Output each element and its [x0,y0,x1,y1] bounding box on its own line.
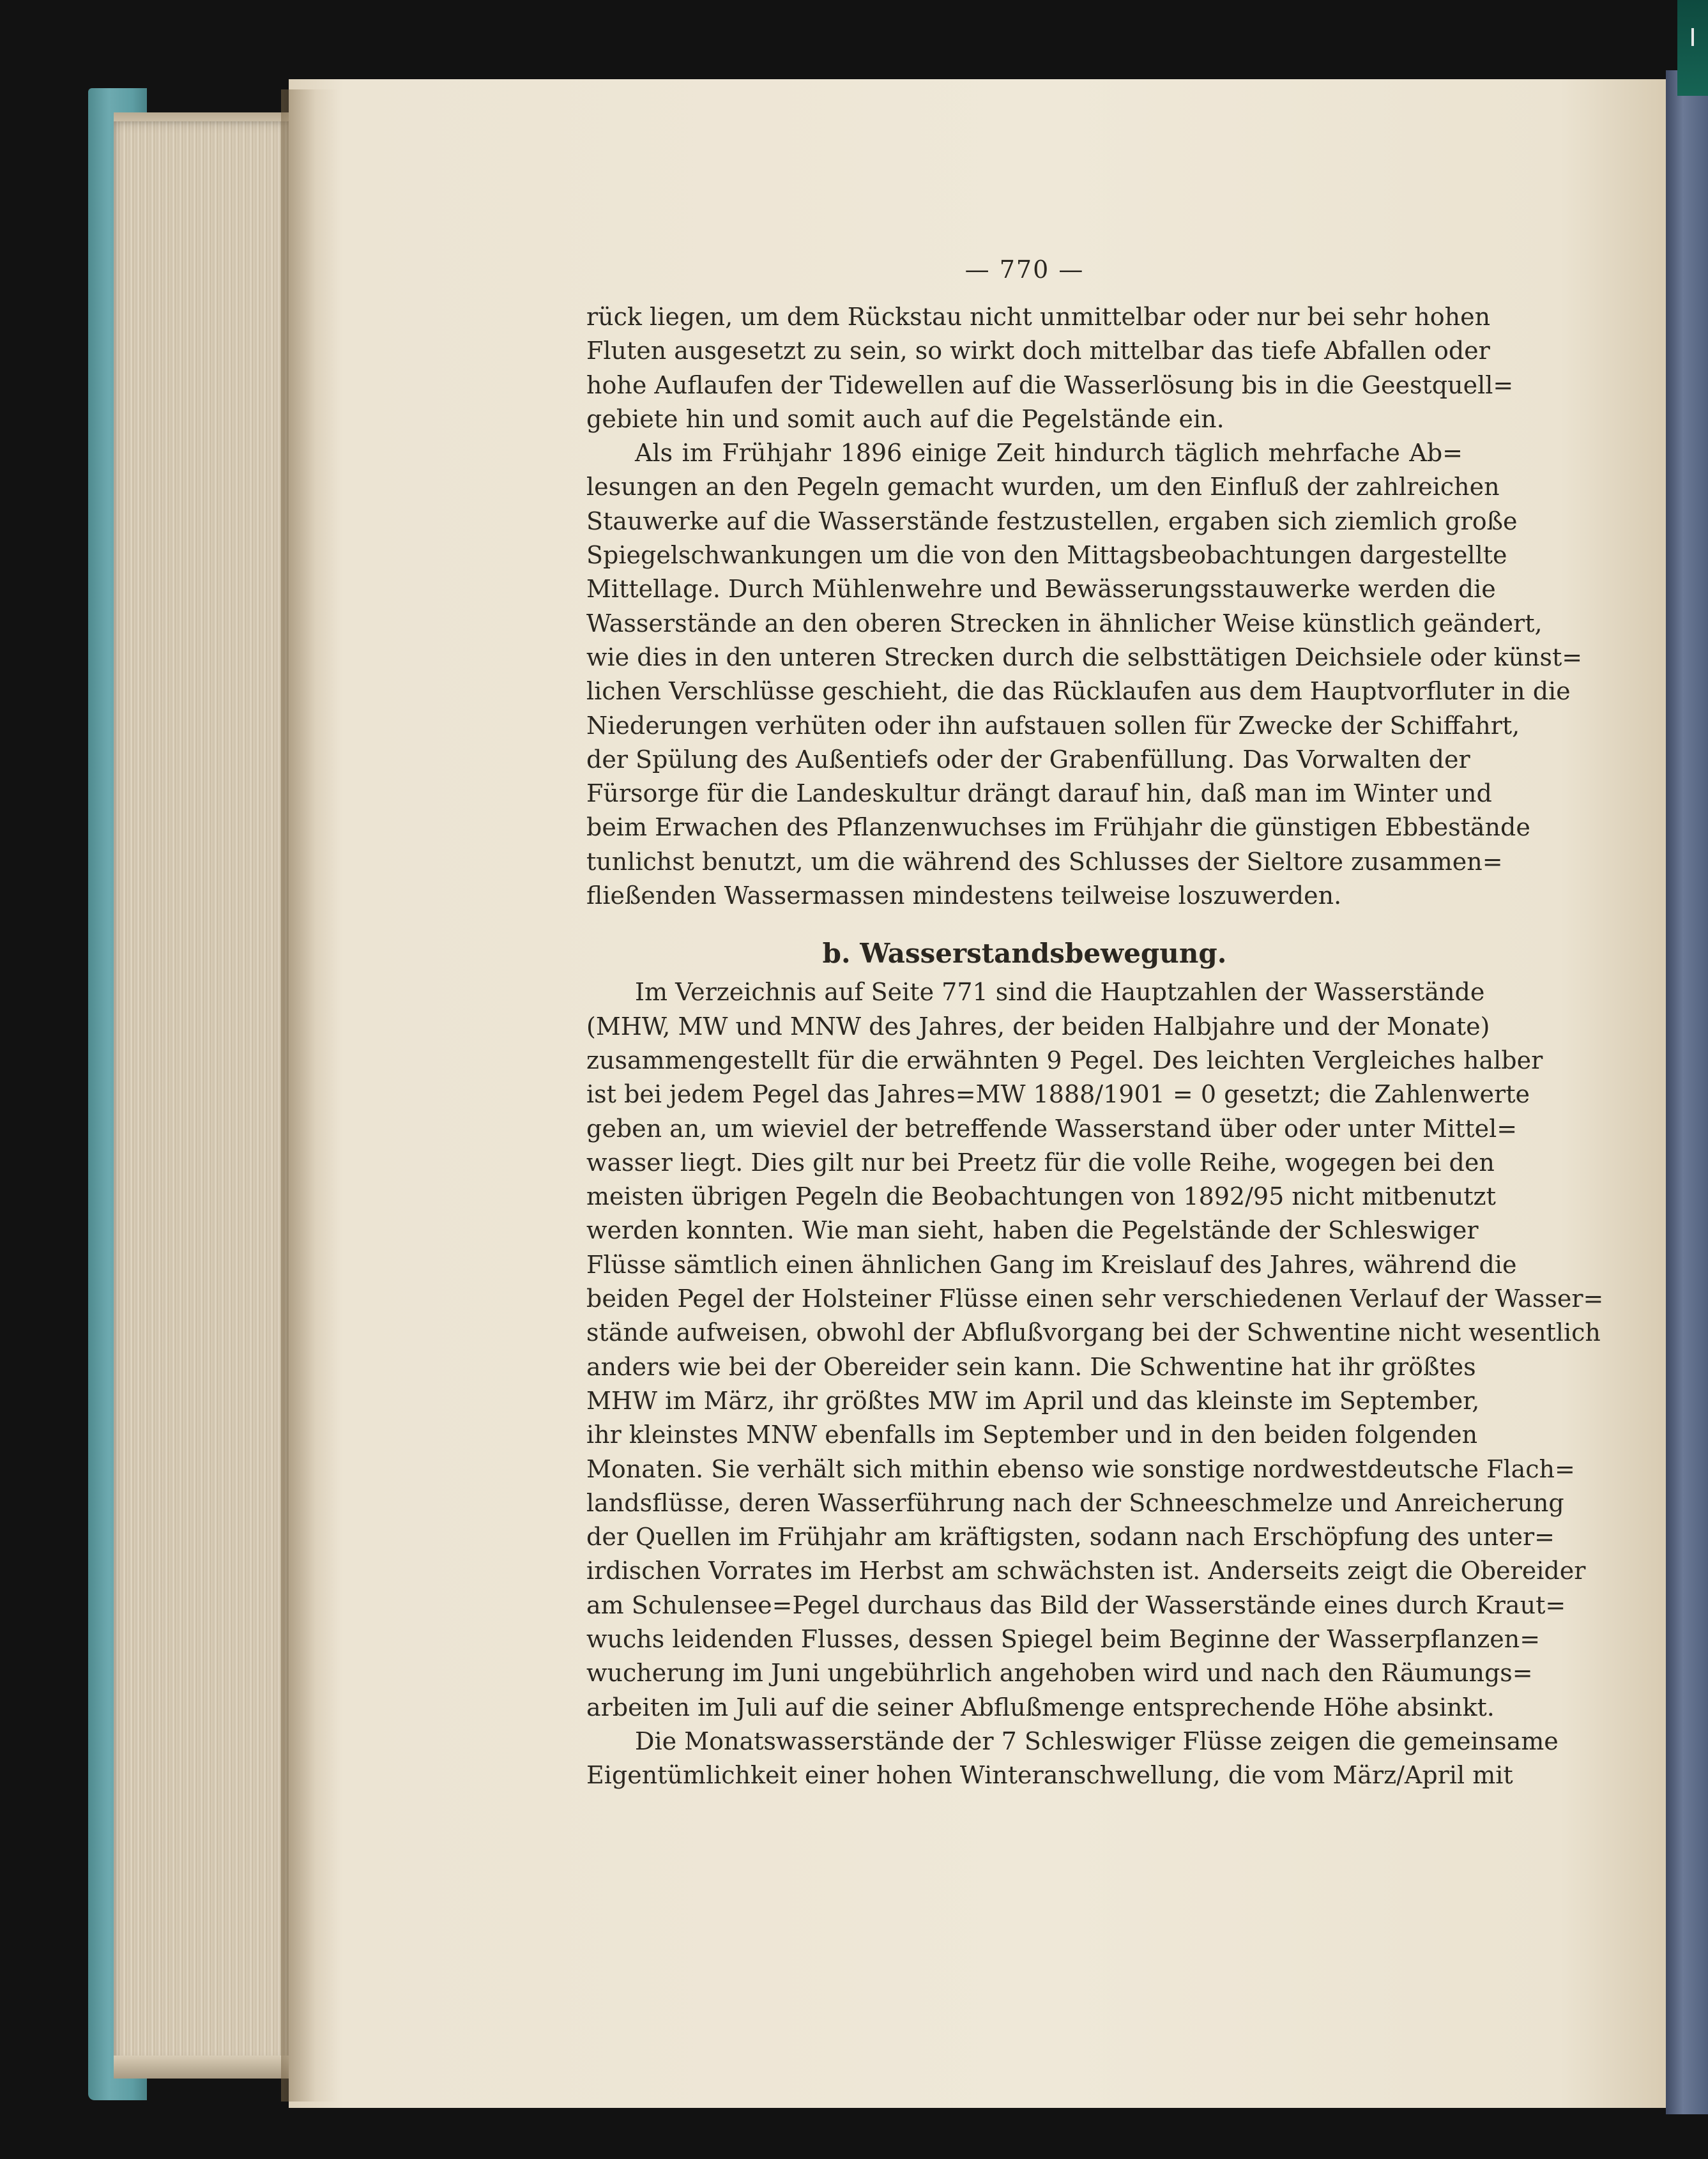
book-cover-right [1666,70,1708,2114]
page-edges-stack [114,121,296,2063]
text-line: landsflüsse, deren Wasserführung nach der Schneeschmelze und Anreicherung [586,1488,1564,1517]
text-line: irdischen Vorrates im Herbst am schwächsten ist. Anderseits zeigt die Obereider [586,1557,1586,1585]
text-line: anders wie bei der Obereider sein kann. Die Schwentine hat ihr größtes [586,1352,1476,1381]
text-line: Flüsse sämtlich einen ähnlichen Gang im Kreislauf des Jahres, während die [586,1250,1517,1279]
text-line: ist bei jedem Pegel das Jahres=MW 1888/1901 = 0 gesetzt; die Zahlenwerte [586,1080,1530,1109]
text-line: gebiete hin und somit auch auf die Pegelstände ein. [586,404,1224,433]
text-line: Spiegelschwankungen um die von den Mittagsbeobachtungen dargestellte [586,541,1507,570]
text-line: Monaten. Sie verhält sich mithin ebenso wie sonstige nordwestdeutsche Flach= [586,1454,1575,1483]
scan-color-marker [1677,0,1708,96]
text-line: der Spülung des Außentiefs oder der Grabenfüllung. Das Vorwalten der [586,745,1470,774]
text-line: stände aufweisen, obwohl der Abflußvorgang bei der Schwentine nicht wesentlich [586,1318,1601,1347]
text-line: arbeiten im Juli auf die seiner Abflußmenge entsprechende Höhe absinkt. [586,1693,1495,1721]
text-line: wuchs leidenden Flusses, dessen Spiegel beim Beginne der Wasserpflanzen= [586,1624,1541,1653]
page-text-block [586,250,1604,1792]
text-line: beim Erwachen des Pflanzenwuchses im Frühjahr die günstigen Ebbestände [586,813,1530,842]
text-line: Wasserstände an den oberen Strecken in ähnlicher Weise künstlich geändert, [586,609,1543,637]
text-line: lichen Verschlüsse geschieht, die das Rücklaufen aus dem Hauptvorfluter in die [586,677,1571,706]
page-number: — 770 — [965,256,1085,284]
text-line: werden konnten. Wie man sieht, haben die Pegelstände der Schleswiger [586,1216,1479,1245]
text-line: beiden Pegel der Holsteiner Flüsse einen sehr verschiedenen Verlauf der Wasser= [586,1285,1604,1313]
text-line: Fürsorge für die Landeskultur drängt darauf hin, daß man im Winter und [586,779,1492,808]
text-line: fließenden Wassermassen mindestens teilweise loszuwerden. [586,881,1342,910]
text-line: rück liegen, um dem Rückstau nicht unmittelbar oder nur bei sehr hohen [586,303,1491,331]
text-line: am Schulensee=Pegel durchaus das Bild der Wasserstände eines durch Kraut= [586,1591,1566,1619]
text-line: Als im Frühjahr 1896 einige Zeit hindurch täglich mehrfache Ab= [635,439,1463,468]
text-line: geben an, um wieviel der betreffende Wasserstand über oder unter Mittel= [586,1114,1518,1143]
text-line: wie dies in den unteren Strecken durch die selbsttätigen Deichsiele oder künst= [586,643,1583,671]
text-line: (MHW, MW und MNW des Jahres, der beiden Halbjahre und der Monate) [586,1012,1490,1041]
text-line: hohe Auflaufen der Tidewellen auf die Wasserlösung bis in die Geestquell= [586,370,1514,399]
text-line: ihr kleinstes MNW ebenfalls im September und in den beiden folgenden [586,1421,1478,1449]
text-line: zusammengestellt für die erwähnten 9 Pegel. Des leichten Vergleiches halber [586,1046,1543,1074]
text-line: MHW im März, ihr größtes MW im April und das kleinste im September, [586,1386,1480,1415]
text-line: Die Monatswasserstände der 7 Schleswiger Flüsse zeigen die gemeinsame [635,1727,1559,1755]
text-line: wucherung im Juni ungebührlich angehoben wird und nach den Räumungs= [586,1659,1533,1688]
text-line: Fluten ausgesetzt zu sein, so wirkt doch mittelbar das tiefe Abfallen oder [586,337,1490,365]
text-line: Im Verzeichnis auf Seite 771 sind die Hauptzahlen der Wasserstände [635,978,1485,1007]
text-line: meisten übrigen Pegeln die Beobachtungen von 1892/95 nicht mitbenutzt [586,1182,1496,1211]
page-block-bottom [114,2056,299,2079]
text-line: Niederungen verhüten oder ihn aufstauen sollen für Zwecke der Schiffahrt, [586,711,1520,740]
text-line: tunlichst benutzt, um die während des Schlusses der Sieltore zusammen= [586,847,1503,876]
text-line: der Quellen im Frühjahr am kräftigsten, sodann nach Erschöpfung des unter= [586,1523,1555,1552]
text-line: lesungen an den Pegeln gemacht wurden, um den Einfluß der zahlreichen [586,473,1500,501]
text-line: wasser liegt. Dies gilt nur bei Preetz für die volle Reihe, wogegen bei den [586,1148,1495,1177]
page-gutter-shadow [281,89,339,2102]
text-line: Stauwerke auf die Wasserstände festzustellen, ergaben sich ziemlich große [586,507,1518,535]
section-heading: b. Wasserstandsbewegung. [822,938,1227,970]
text-line: Mittellage. Durch Mühlenwehre und Bewässerungsstauwerke werden die [586,575,1496,604]
text-line: Eigentümlichkeit einer hohen Winteranschwellung, die vom März/April mit [586,1761,1513,1790]
